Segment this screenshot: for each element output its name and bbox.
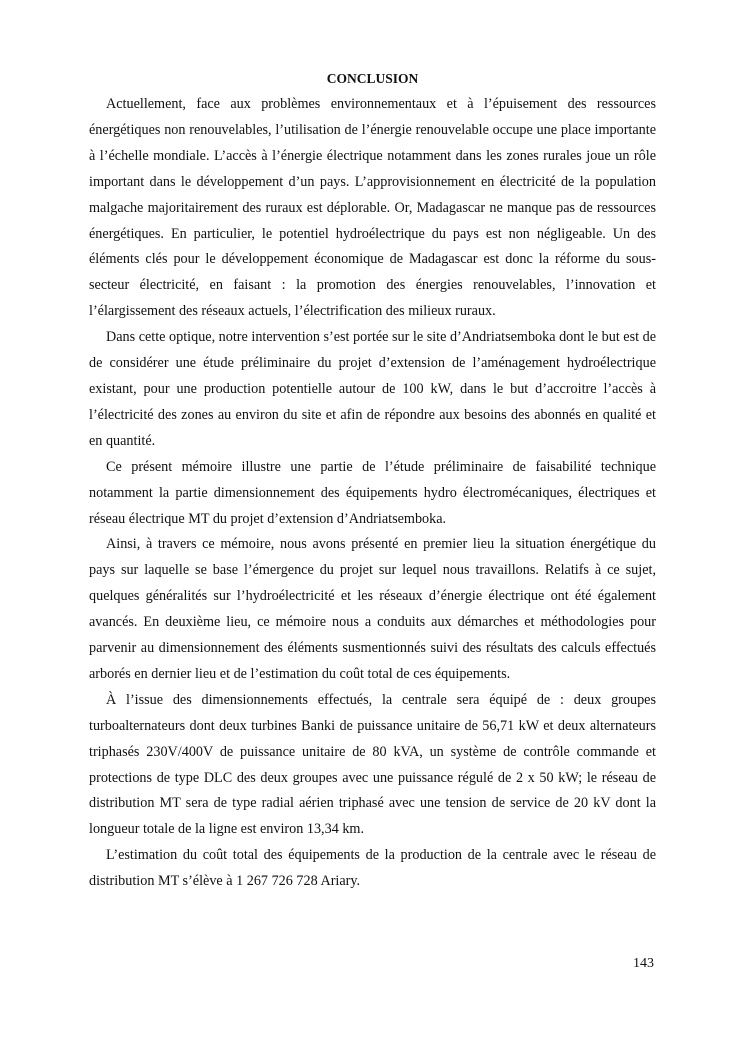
paragraph-equipment: À l’issue des dimensionnements effectués, la centrale sera équipé de : deux groupes turboalternateurs dont deux turbines Banki de puissance unitaire de 56,71 kW et deux alternateurs triphasés 230V/400V de puissance unitaire de 80 kVA, un système de contrôle commande et protections de type DLC des deux groupes avec une puissance régulé de 2 x 50 kW; le réseau de distribution MT sera de type radial aérien triphasé avec une tension de service de 20 kV dont la longueur totale de la ligne est environ 13,34 km. — [89, 691, 656, 838]
document-body — [89, 92, 656, 895]
paragraph-context: Actuellement, face aux problèmes environnementaux et à l’épuisement des ressources énergétiques non renouvelables, l’utilisation de l’énergie renouvelable occupe une place importante à l’échelle mondiale. L’accès à l’énergie électrique notamment dans les zones rurales joue un rôle important dans le développement d’un pays. L’approvisionnement en électricité de la population malgache majoritairement des ruraux est déplorable. Or, Madagascar ne manque pas de ressources énergétiques. En particulier, le potentiel hydroélectrique du pays est non négligeable. Un des éléments clés pour le développement économique de Madagascar est donc la réforme du sous-secteur électricité, en faisant : la promotion des énergies renouvelables, l’innovation et l’élargissement des réseaux actuels, l’électrification des milieux ruraux. — [89, 96, 656, 320]
paragraph-summary: Ainsi, à travers ce mémoire, nous avons présenté en premier lieu la situation énergétique du pays sur laquelle se base l’émergence du projet sur lequel nous travaillons. Relatifs à ce sujet, quelques généralités sur l’hydroélectricité et les réseaux d’énergie électrique ont été également avancés. En deuxième lieu, ce mémoire nous a conduits aux démarches et méthodologies pour parvenir au dimensionnement des éléments susmentionnés suivi des résultats des calculs effectués arborés en dernier lieu et de l’estimation du coût total de ces équipements. — [89, 536, 656, 682]
page-title: CONCLUSION — [326, 71, 419, 86]
page-number: 143 — [633, 956, 654, 971]
paragraph-cost: L’estimation du coût total des équipements de la production de la centrale avec le réseau de distribution MT s’élève à 1 267 726 728 Ariary. — [89, 847, 656, 890]
paragraph-intervention: Dans cette optique, notre intervention s’est portée sur le site d’Andriatsemboka dont le but est de de considérer une étude préliminaire du projet d’extension de l’aménagement hydroélectrique existant, pour une production potentielle autour de 100 kW, dans le but d’accroitre l’accès à l’électricité des zones au environ du site et afin de répondre aux besoins des abonnés en qualité et en quantité. — [89, 329, 657, 449]
paragraph-scope: Ce présent mémoire illustre une partie de l’étude préliminaire de faisabilité technique notamment la partie dimensionnement des équipements hydro électromécaniques, électriques et réseau électrique MT du projet d’extension d’Andriatsemboka. — [89, 458, 656, 527]
